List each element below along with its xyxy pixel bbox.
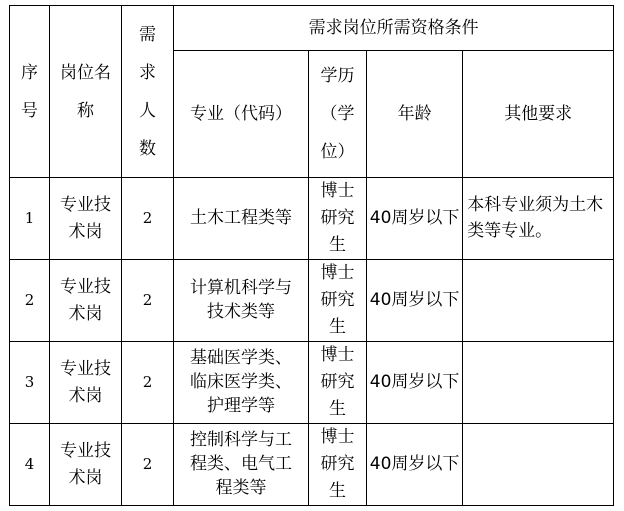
header-position: 岗位名称 xyxy=(50,6,122,178)
row-seq: 1 xyxy=(10,178,50,260)
row-count: 2 xyxy=(122,424,174,506)
header-seq: 序号 xyxy=(10,6,50,178)
row-major: 计算机科学与技术类等 xyxy=(174,260,309,342)
header-education: 学历（学位） xyxy=(309,51,367,178)
row-position: 专业技术岗 xyxy=(50,342,122,424)
row-age: 40周岁以下 xyxy=(367,342,463,424)
row-other xyxy=(463,260,614,342)
header-count: 需求人数 xyxy=(122,6,174,178)
row-education: 博士研究生 xyxy=(309,424,367,506)
header-age: 年龄 xyxy=(367,51,463,178)
table-row xyxy=(10,260,614,342)
row-age: 40周岁以下 xyxy=(367,424,463,506)
table-row xyxy=(10,342,614,424)
row-major: 控制科学与工程类、电气工程类等 xyxy=(174,424,309,506)
row-count: 2 xyxy=(122,260,174,342)
header-other: 其他要求 xyxy=(463,51,614,178)
row-other xyxy=(463,342,614,424)
row-count: 2 xyxy=(122,342,174,424)
header-requirements: 需求岗位所需资格条件 xyxy=(174,6,614,51)
row-education: 博士研究生 xyxy=(309,178,367,260)
row-age: 40周岁以下 xyxy=(367,178,463,260)
row-seq: 3 xyxy=(10,342,50,424)
header-row-top xyxy=(10,6,614,51)
header-major: 专业（代码） xyxy=(174,51,309,178)
row-position: 专业技术岗 xyxy=(50,260,122,342)
recruitment-table xyxy=(9,5,614,506)
row-education: 博士研究生 xyxy=(309,260,367,342)
row-education: 博士研究生 xyxy=(309,342,367,424)
row-age: 40周岁以下 xyxy=(367,260,463,342)
table-row xyxy=(10,178,614,260)
row-other xyxy=(463,424,614,506)
row-seq: 2 xyxy=(10,260,50,342)
row-seq: 4 xyxy=(10,424,50,506)
row-count: 2 xyxy=(122,178,174,260)
row-major: 土木工程类等 xyxy=(174,178,309,260)
row-major: 基础医学类、临床医学类、护理学等 xyxy=(174,342,309,424)
table-row xyxy=(10,424,614,506)
row-position: 专业技术岗 xyxy=(50,424,122,506)
row-position: 专业技术岗 xyxy=(50,178,122,260)
row-other: 本科专业须为土木类等专业。 xyxy=(463,178,614,260)
